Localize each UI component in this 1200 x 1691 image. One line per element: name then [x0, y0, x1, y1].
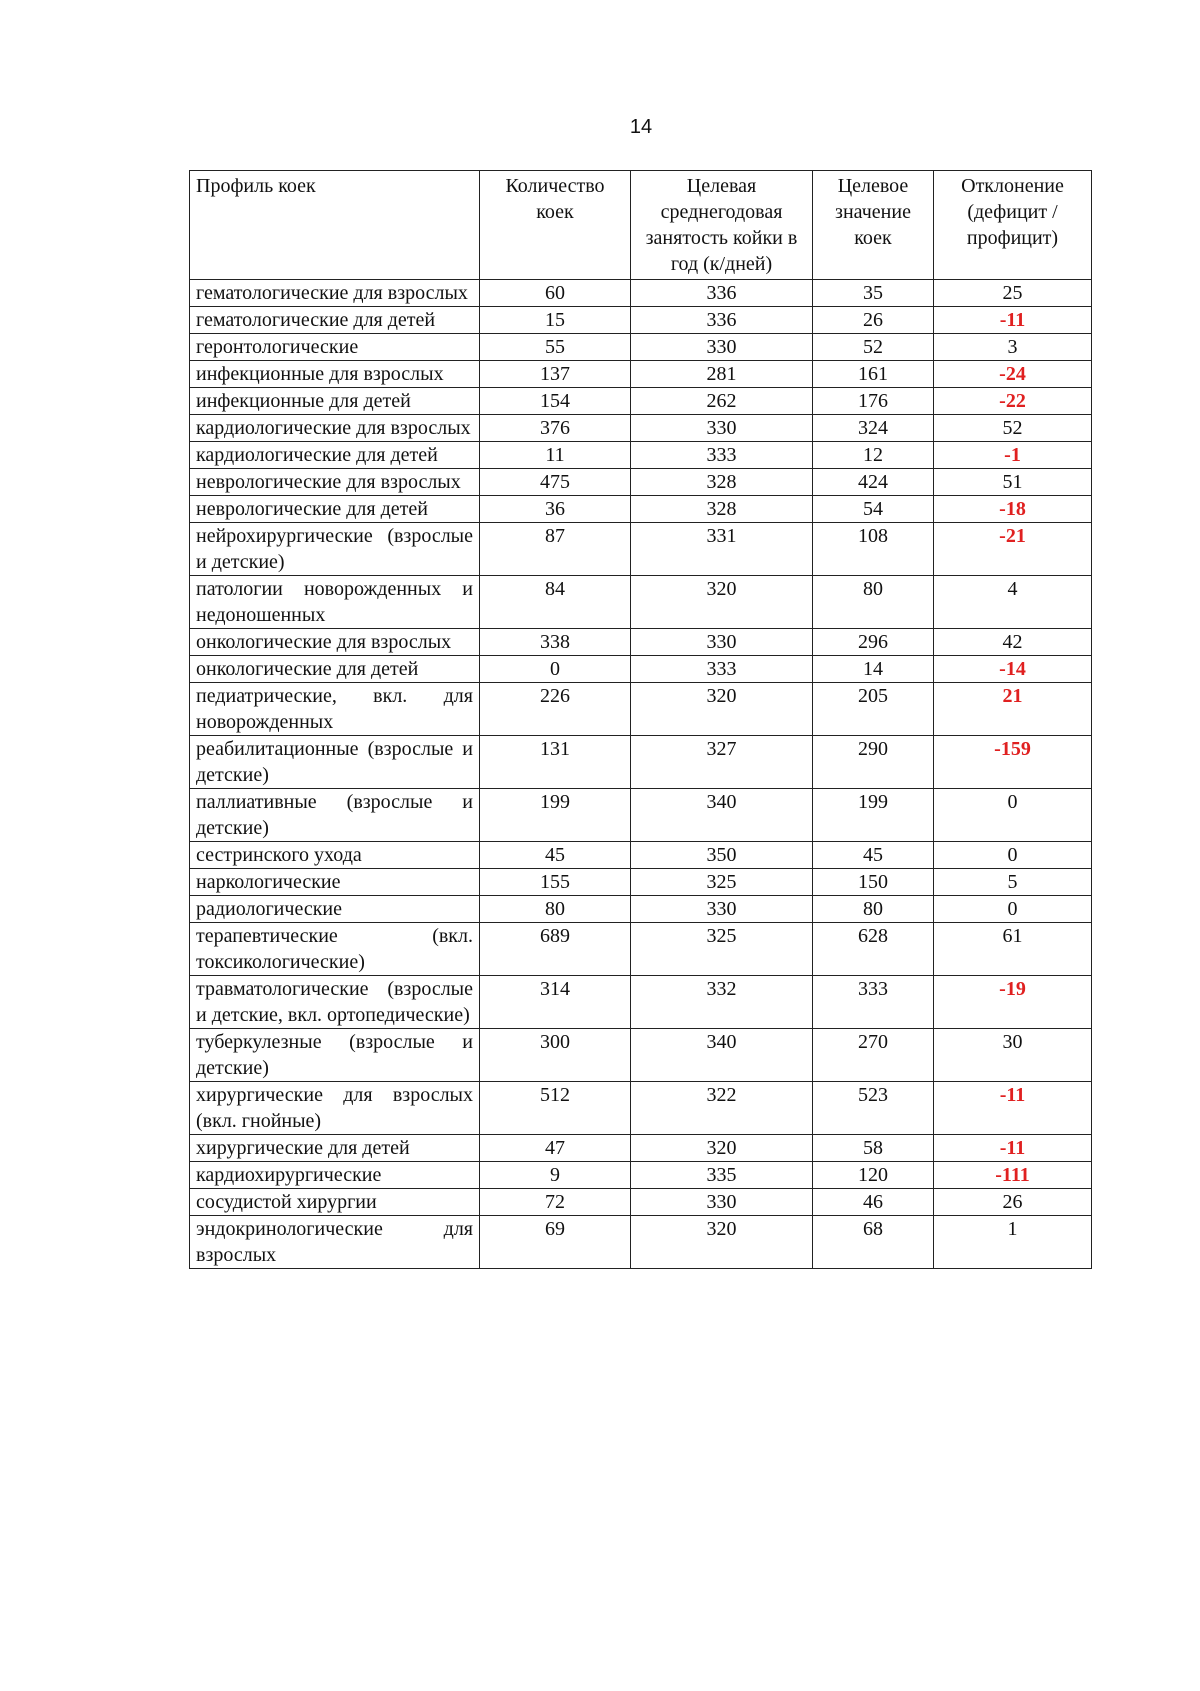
cell-deviation: -111 [934, 1162, 1092, 1189]
cell-bed-count: 47 [480, 1135, 631, 1162]
cell-target-beds: 26 [813, 307, 934, 334]
header-profile: Профиль коек [190, 171, 480, 280]
cell-profile: инфекционные для взрослых [190, 361, 480, 388]
cell-profile: хирургические для детей [190, 1135, 480, 1162]
cell-profile: туберкулезные (взрослые и детские) [190, 1029, 480, 1082]
cell-target-occupancy: 325 [631, 923, 813, 976]
table-row [190, 280, 1092, 307]
cell-target-occupancy: 330 [631, 415, 813, 442]
table-row [190, 1216, 1092, 1269]
cell-target-occupancy: 327 [631, 736, 813, 789]
cell-profile: радиологические [190, 896, 480, 923]
cell-target-beds: 424 [813, 469, 934, 496]
cell-profile: кардиохирургические [190, 1162, 480, 1189]
cell-target-beds: 35 [813, 280, 934, 307]
cell-target-beds: 290 [813, 736, 934, 789]
cell-profile: эндокринологические для взрослых [190, 1216, 480, 1269]
cell-target-beds: 14 [813, 656, 934, 683]
cell-deviation: 0 [934, 842, 1092, 869]
cell-profile: гематологические для детей [190, 307, 480, 334]
cell-target-beds: 628 [813, 923, 934, 976]
cell-target-beds: 199 [813, 789, 934, 842]
cell-target-beds: 324 [813, 415, 934, 442]
cell-target-beds: 205 [813, 683, 934, 736]
cell-target-occupancy: 330 [631, 334, 813, 361]
cell-bed-count: 137 [480, 361, 631, 388]
cell-target-occupancy: 322 [631, 1082, 813, 1135]
cell-profile: кардиологические для взрослых [190, 415, 480, 442]
cell-deviation: -22 [934, 388, 1092, 415]
cell-target-beds: 150 [813, 869, 934, 896]
cell-target-occupancy: 340 [631, 1029, 813, 1082]
cell-target-occupancy: 350 [631, 842, 813, 869]
cell-target-beds: 80 [813, 576, 934, 629]
table-row [190, 789, 1092, 842]
cell-target-occupancy: 262 [631, 388, 813, 415]
cell-target-occupancy: 330 [631, 1189, 813, 1216]
header-bed-count: Количество коек [480, 171, 631, 280]
cell-deviation: -159 [934, 736, 1092, 789]
cell-target-beds: 523 [813, 1082, 934, 1135]
cell-target-beds: 120 [813, 1162, 934, 1189]
cell-target-beds: 12 [813, 442, 934, 469]
cell-target-occupancy: 340 [631, 789, 813, 842]
table-row [190, 442, 1092, 469]
cell-bed-count: 314 [480, 976, 631, 1029]
cell-bed-count: 199 [480, 789, 631, 842]
cell-profile: сосудистой хирургии [190, 1189, 480, 1216]
table-row [190, 307, 1092, 334]
cell-profile: сестринского ухода [190, 842, 480, 869]
cell-target-occupancy: 336 [631, 280, 813, 307]
cell-profile: педиатрические, вкл. для новорожденных [190, 683, 480, 736]
cell-deviation: -1 [934, 442, 1092, 469]
table-row [190, 1029, 1092, 1082]
header-target-occupancy: Целевая среднегодовая занятость койки в год (к/дней) [631, 171, 813, 280]
cell-profile: патологии новорожденных и недоношенных [190, 576, 480, 629]
table-row [190, 976, 1092, 1029]
cell-target-occupancy: 333 [631, 442, 813, 469]
cell-bed-count: 9 [480, 1162, 631, 1189]
cell-deviation: 52 [934, 415, 1092, 442]
cell-deviation: 3 [934, 334, 1092, 361]
cell-bed-count: 11 [480, 442, 631, 469]
cell-profile: травматологические (взрослые и детские, вкл. ортопедические) [190, 976, 480, 1029]
cell-target-beds: 333 [813, 976, 934, 1029]
table-row [190, 415, 1092, 442]
cell-profile: нейрохирургические (взрослые и детские) [190, 523, 480, 576]
cell-deviation: 4 [934, 576, 1092, 629]
table-row [190, 1135, 1092, 1162]
table-row [190, 656, 1092, 683]
cell-bed-count: 338 [480, 629, 631, 656]
cell-deviation: -14 [934, 656, 1092, 683]
cell-target-beds: 46 [813, 1189, 934, 1216]
cell-profile: хирургические для взрослых (вкл. гнойные) [190, 1082, 480, 1135]
cell-bed-count: 84 [480, 576, 631, 629]
header-target-beds: Целевое значение коек [813, 171, 934, 280]
table-row [190, 576, 1092, 629]
cell-bed-count: 45 [480, 842, 631, 869]
table-row [190, 523, 1092, 576]
cell-bed-count: 226 [480, 683, 631, 736]
table-body [190, 280, 1092, 1269]
cell-deviation: -11 [934, 1082, 1092, 1135]
table-row [190, 469, 1092, 496]
cell-bed-count: 55 [480, 334, 631, 361]
cell-profile: кардиологические для детей [190, 442, 480, 469]
cell-bed-count: 15 [480, 307, 631, 334]
cell-profile: неврологические для детей [190, 496, 480, 523]
cell-deviation: 51 [934, 469, 1092, 496]
table-row [190, 736, 1092, 789]
cell-target-occupancy: 330 [631, 629, 813, 656]
cell-bed-count: 512 [480, 1082, 631, 1135]
cell-bed-count: 131 [480, 736, 631, 789]
table-row [190, 683, 1092, 736]
cell-target-occupancy: 325 [631, 869, 813, 896]
table-row [190, 923, 1092, 976]
cell-bed-count: 0 [480, 656, 631, 683]
cell-bed-count: 154 [480, 388, 631, 415]
cell-target-occupancy: 331 [631, 523, 813, 576]
cell-deviation: -11 [934, 307, 1092, 334]
table-row [190, 496, 1092, 523]
cell-target-beds: 80 [813, 896, 934, 923]
cell-deviation: 1 [934, 1216, 1092, 1269]
header-deviation: Отклонение (дефицит / профицит) [934, 171, 1092, 280]
cell-bed-count: 155 [480, 869, 631, 896]
table-row [190, 629, 1092, 656]
cell-target-occupancy: 320 [631, 683, 813, 736]
cell-profile: паллиативные (взрослые и детские) [190, 789, 480, 842]
cell-profile: геронтологические [190, 334, 480, 361]
cell-profile: гематологические для взрослых [190, 280, 480, 307]
cell-target-occupancy: 320 [631, 1216, 813, 1269]
table-header [190, 171, 1092, 280]
table-row [190, 1082, 1092, 1135]
cell-target-occupancy: 328 [631, 469, 813, 496]
cell-target-occupancy: 336 [631, 307, 813, 334]
cell-bed-count: 475 [480, 469, 631, 496]
cell-target-beds: 52 [813, 334, 934, 361]
cell-deviation: 21 [934, 683, 1092, 736]
header-row [190, 171, 1092, 280]
cell-deviation: 0 [934, 896, 1092, 923]
cell-target-beds: 45 [813, 842, 934, 869]
cell-target-beds: 54 [813, 496, 934, 523]
cell-deviation: -21 [934, 523, 1092, 576]
cell-bed-count: 689 [480, 923, 631, 976]
cell-target-occupancy: 320 [631, 576, 813, 629]
cell-profile: реабилитационные (взрослые и детские) [190, 736, 480, 789]
table-row [190, 334, 1092, 361]
cell-profile: терапевтические (вкл. токсикологические) [190, 923, 480, 976]
table-row [190, 896, 1092, 923]
cell-bed-count: 87 [480, 523, 631, 576]
cell-target-beds: 68 [813, 1216, 934, 1269]
table-row [190, 1189, 1092, 1216]
cell-target-occupancy: 320 [631, 1135, 813, 1162]
cell-deviation: -18 [934, 496, 1092, 523]
cell-bed-count: 300 [480, 1029, 631, 1082]
table-row [190, 842, 1092, 869]
cell-bed-count: 72 [480, 1189, 631, 1216]
cell-profile: онкологические для взрослых [190, 629, 480, 656]
cell-target-beds: 161 [813, 361, 934, 388]
cell-deviation: -24 [934, 361, 1092, 388]
cell-deviation: 26 [934, 1189, 1092, 1216]
cell-target-occupancy: 332 [631, 976, 813, 1029]
cell-bed-count: 376 [480, 415, 631, 442]
cell-deviation: 61 [934, 923, 1092, 976]
cell-profile: неврологические для взрослых [190, 469, 480, 496]
cell-deviation: -11 [934, 1135, 1092, 1162]
cell-deviation: 5 [934, 869, 1092, 896]
cell-target-beds: 270 [813, 1029, 934, 1082]
cell-profile: онкологические для детей [190, 656, 480, 683]
cell-bed-count: 60 [480, 280, 631, 307]
cell-target-occupancy: 330 [631, 896, 813, 923]
cell-target-beds: 108 [813, 523, 934, 576]
cell-target-occupancy: 328 [631, 496, 813, 523]
cell-deviation: 42 [934, 629, 1092, 656]
cell-target-occupancy: 335 [631, 1162, 813, 1189]
page-number: 14 [629, 116, 653, 138]
cell-profile: наркологические [190, 869, 480, 896]
cell-deviation: 30 [934, 1029, 1092, 1082]
cell-profile: инфекционные для детей [190, 388, 480, 415]
cell-bed-count: 69 [480, 1216, 631, 1269]
cell-deviation: 25 [934, 280, 1092, 307]
bed-profile-table [189, 170, 1092, 1269]
cell-target-occupancy: 281 [631, 361, 813, 388]
cell-target-beds: 58 [813, 1135, 934, 1162]
cell-deviation: 0 [934, 789, 1092, 842]
table-row [190, 1162, 1092, 1189]
cell-target-occupancy: 333 [631, 656, 813, 683]
cell-target-beds: 296 [813, 629, 934, 656]
table-row [190, 388, 1092, 415]
cell-target-beds: 176 [813, 388, 934, 415]
cell-deviation: -19 [934, 976, 1092, 1029]
cell-bed-count: 80 [480, 896, 631, 923]
cell-bed-count: 36 [480, 496, 631, 523]
table-row [190, 869, 1092, 896]
table-row [190, 361, 1092, 388]
